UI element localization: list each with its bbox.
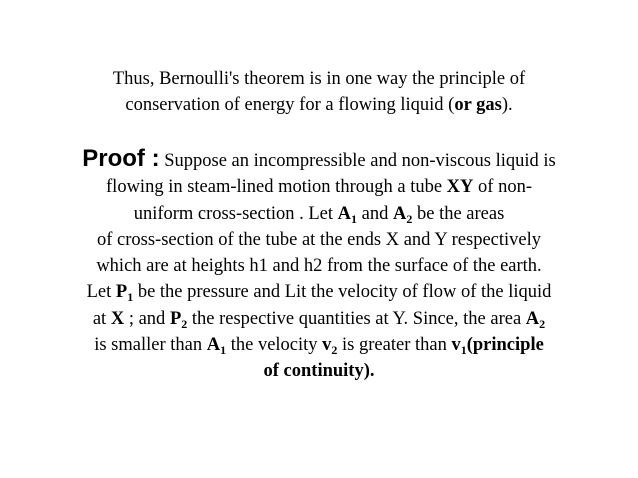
symbol: v bbox=[451, 335, 461, 356]
principle-text: (principle bbox=[466, 335, 544, 356]
subscript: 1 bbox=[220, 343, 227, 358]
area-a2 bbox=[393, 204, 412, 224]
proof-text: Suppose an incompressible and non-viscous liquid is bbox=[159, 151, 556, 171]
subscript: 2 bbox=[406, 211, 413, 226]
proof-text: the velocity bbox=[226, 335, 323, 356]
intro-line-1: Thus, Bernoulli's theorem is in one way the principle of bbox=[112, 69, 526, 89]
symbol: A bbox=[337, 203, 352, 224]
subscript: 1 bbox=[460, 343, 467, 358]
intro-paragraph bbox=[0, 66, 638, 118]
proof-line-7 bbox=[0, 306, 638, 332]
intro-text: conservation of energy for a flowing liquid ( bbox=[125, 95, 455, 115]
velocity-v2 bbox=[322, 335, 338, 358]
end-x: X bbox=[110, 308, 125, 329]
proof-text: and bbox=[357, 203, 393, 224]
symbol: A bbox=[206, 335, 221, 356]
proof-line-2 bbox=[0, 174, 638, 200]
proof-text: of non- bbox=[473, 177, 532, 198]
subscript: 2 bbox=[181, 316, 188, 331]
continuity-text: of continuity). bbox=[263, 361, 375, 382]
proof-text: flowing in steam-lined motion through a tube bbox=[106, 177, 447, 198]
proof-text: ; and bbox=[124, 308, 170, 329]
symbol: v bbox=[322, 335, 332, 356]
proof-text: the respective quantities at Y. Since, the area bbox=[187, 308, 526, 329]
symbol: A bbox=[393, 203, 407, 224]
proof-heading: Proof : bbox=[82, 145, 160, 172]
proof-line-8 bbox=[0, 332, 638, 358]
proof-text: at bbox=[92, 308, 111, 329]
intro-text: ). bbox=[501, 95, 513, 115]
subscript: 1 bbox=[127, 290, 134, 305]
proof-paragraph bbox=[0, 146, 638, 385]
symbol: P bbox=[169, 308, 182, 329]
proof-line-4: of cross-section of the tube at the ends X and Y respectively bbox=[96, 229, 542, 250]
proof-line-5: which are at heights h1 and h2 from the surface of the earth. bbox=[96, 256, 542, 277]
area-a2 bbox=[526, 309, 545, 329]
proof-text: is greater than bbox=[337, 335, 452, 356]
proof-text: be the pressure and Lit the velocity of flow of the liquid bbox=[133, 282, 552, 303]
area-a1 bbox=[338, 204, 357, 224]
proof-line-6 bbox=[0, 279, 638, 305]
pressure-p2 bbox=[170, 309, 187, 329]
proof-text: is smaller than bbox=[94, 335, 207, 356]
proof-line-9 bbox=[0, 358, 638, 384]
subscript: 1 bbox=[351, 211, 358, 226]
area-a1 bbox=[206, 335, 227, 358]
proof-text: uniform cross-section . Let bbox=[133, 203, 338, 224]
proof-line-3 bbox=[0, 201, 638, 227]
or-gas-emphasis: or gas bbox=[454, 95, 502, 115]
tube-label: XY bbox=[446, 177, 474, 198]
proof-text: be the areas bbox=[412, 203, 505, 224]
symbol: A bbox=[525, 308, 540, 329]
proof-line-1 bbox=[0, 146, 638, 174]
proof-text: Let bbox=[86, 282, 116, 303]
pressure-p1 bbox=[115, 282, 134, 305]
velocity-v1 bbox=[451, 335, 544, 358]
symbol: P bbox=[115, 282, 128, 303]
subscript: 2 bbox=[539, 316, 546, 331]
intro-line-2 bbox=[0, 92, 638, 118]
subscript: 2 bbox=[331, 343, 338, 358]
